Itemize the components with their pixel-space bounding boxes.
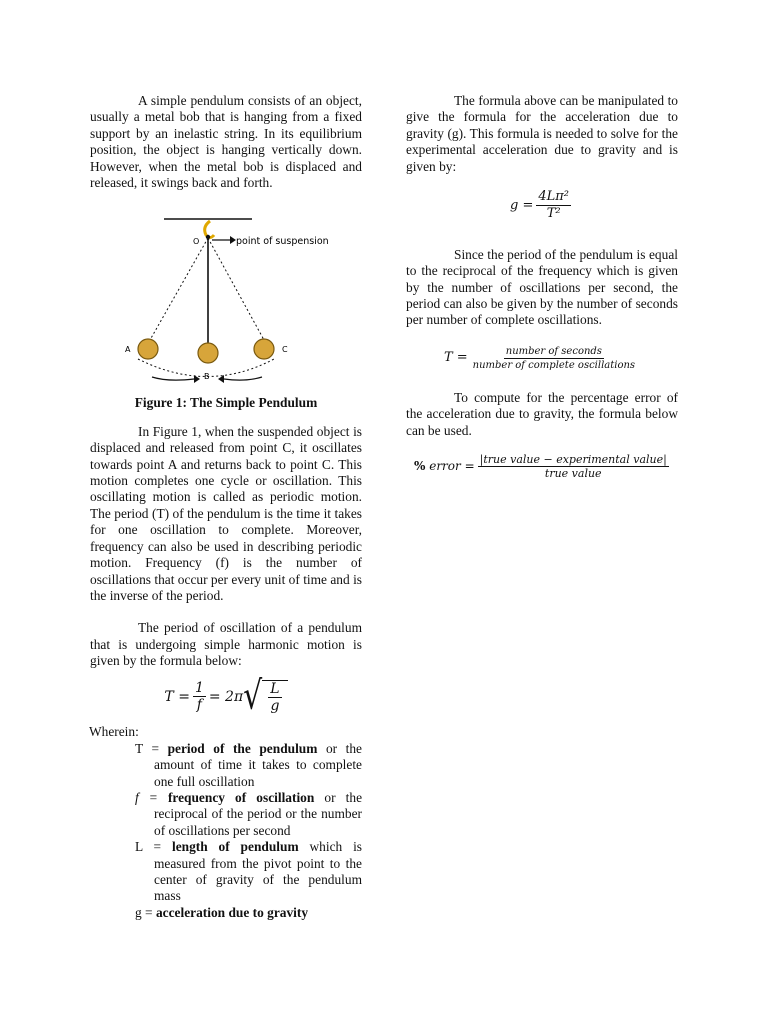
bob-c: [254, 339, 274, 359]
pendulum-string-right: [208, 238, 264, 340]
square-root: √ $\frac{L}{g}$: [243, 680, 287, 715]
frac-num-l: L: [270, 680, 280, 697]
figure-caption: Figure 1: The Simple Pendulum: [134, 395, 318, 411]
frac-den-f: f: [196, 697, 202, 714]
percent-error-lhs: % error =: [414, 459, 475, 474]
bob-b: [198, 343, 218, 363]
frac-den-g: g: [270, 697, 280, 714]
period-formula-lhs: T =: [164, 688, 190, 705]
period-formula: [90, 673, 362, 720]
arrow-left-swing: [152, 377, 194, 380]
frac-num-one: 1: [194, 680, 204, 697]
pendulum-figure: [90, 209, 362, 389]
gravity-formula-denominator: T²: [546, 206, 561, 222]
period-count-denominator: number of complete oscillations: [472, 359, 636, 371]
definition-l: L = length of pendulum which is measured from the pivot point to the center of gravity of the pendulum mass: [135, 839, 363, 904]
percent-error-numerator: |true value − experimental value|: [479, 453, 667, 467]
gravity-formula-numerator: 4Lπ²: [536, 189, 571, 206]
period-count-numerator: number of seconds: [505, 345, 602, 357]
label-a: A: [125, 345, 131, 355]
right-column: [406, 93, 678, 494]
formula-intro-paragraph: The period of oscillation of a pendulum that is undergoing simple harmonic motion is given by the formula below:: [90, 620, 362, 669]
figure-paragraph: In Figure 1, when the suspended object is displaced and released from point C, it oscillates towards point A and returns back to point C. This motion completes one cycle or oscillation. This oscillating motion is called as periodic motion. The period (T) of the pendulum is the time it takes for one oscillation to complete. Moreover, frequency can also be used in describing periodic motion. Frequency (f) is the number of oscillations that occur per every unit of time and is the inverse of the period.: [90, 423, 362, 603]
definitions-list: [90, 741, 362, 921]
percent-error-formula: [414, 453, 678, 480]
manipulated-paragraph: The formula above can be manipulated to give the formula for the acceleration due to gravity (g). This formula is needed to solve for the experimental acceleration due to gravity and is given by:: [406, 93, 678, 174]
gravity-formula-lhs: g =: [509, 197, 534, 213]
period-count-lhs: T =: [443, 350, 468, 366]
period-count-formula: [406, 345, 678, 372]
definition-t: T = period of the pendulum or the amount of time it takes to complete one full oscillation: [135, 740, 362, 789]
definition-f: f = frequency of oscillation or the reciprocal of the period or the number of oscillations per second: [135, 789, 363, 838]
pendulum-string-left: [150, 238, 208, 340]
bob-a: [138, 339, 158, 359]
label-b: B: [204, 372, 210, 382]
intro-paragraph: A simple pendulum consists of an object, usually a metal bob that is hanging from a fixed support by an inelastic string. In its equilibrium position, the object is hanging vertically down. However, when the metal bob is displaced and released, it swings back and forth.: [90, 93, 362, 191]
error-paragraph: To compute for the percentage error of the acceleration due to gravity, the formula below can be used.: [406, 389, 678, 438]
label-c: C: [282, 345, 288, 355]
period-paragraph: Since the period of the pendulum is equal to the reciprocal of the frequency which is given by the number of oscillations per second, the period can also be given by the number of seconds per number of complete oscillations.: [406, 246, 678, 328]
pivot-hook: [205, 221, 214, 238]
period-formula-reciprocal: [193, 680, 206, 714]
left-column: [90, 93, 362, 921]
gravity-formula: [406, 189, 678, 223]
arrow-right-swing: [224, 377, 262, 380]
label-suspension: point of suspension: [236, 236, 329, 248]
period-formula-two-pi: = 2π: [208, 688, 244, 705]
definition-g: g = acceleration due to gravity: [135, 904, 309, 920]
label-o: O: [193, 237, 200, 247]
percent-error-denominator: true value: [544, 467, 602, 481]
wherein-label: Wherein:: [89, 724, 139, 740]
